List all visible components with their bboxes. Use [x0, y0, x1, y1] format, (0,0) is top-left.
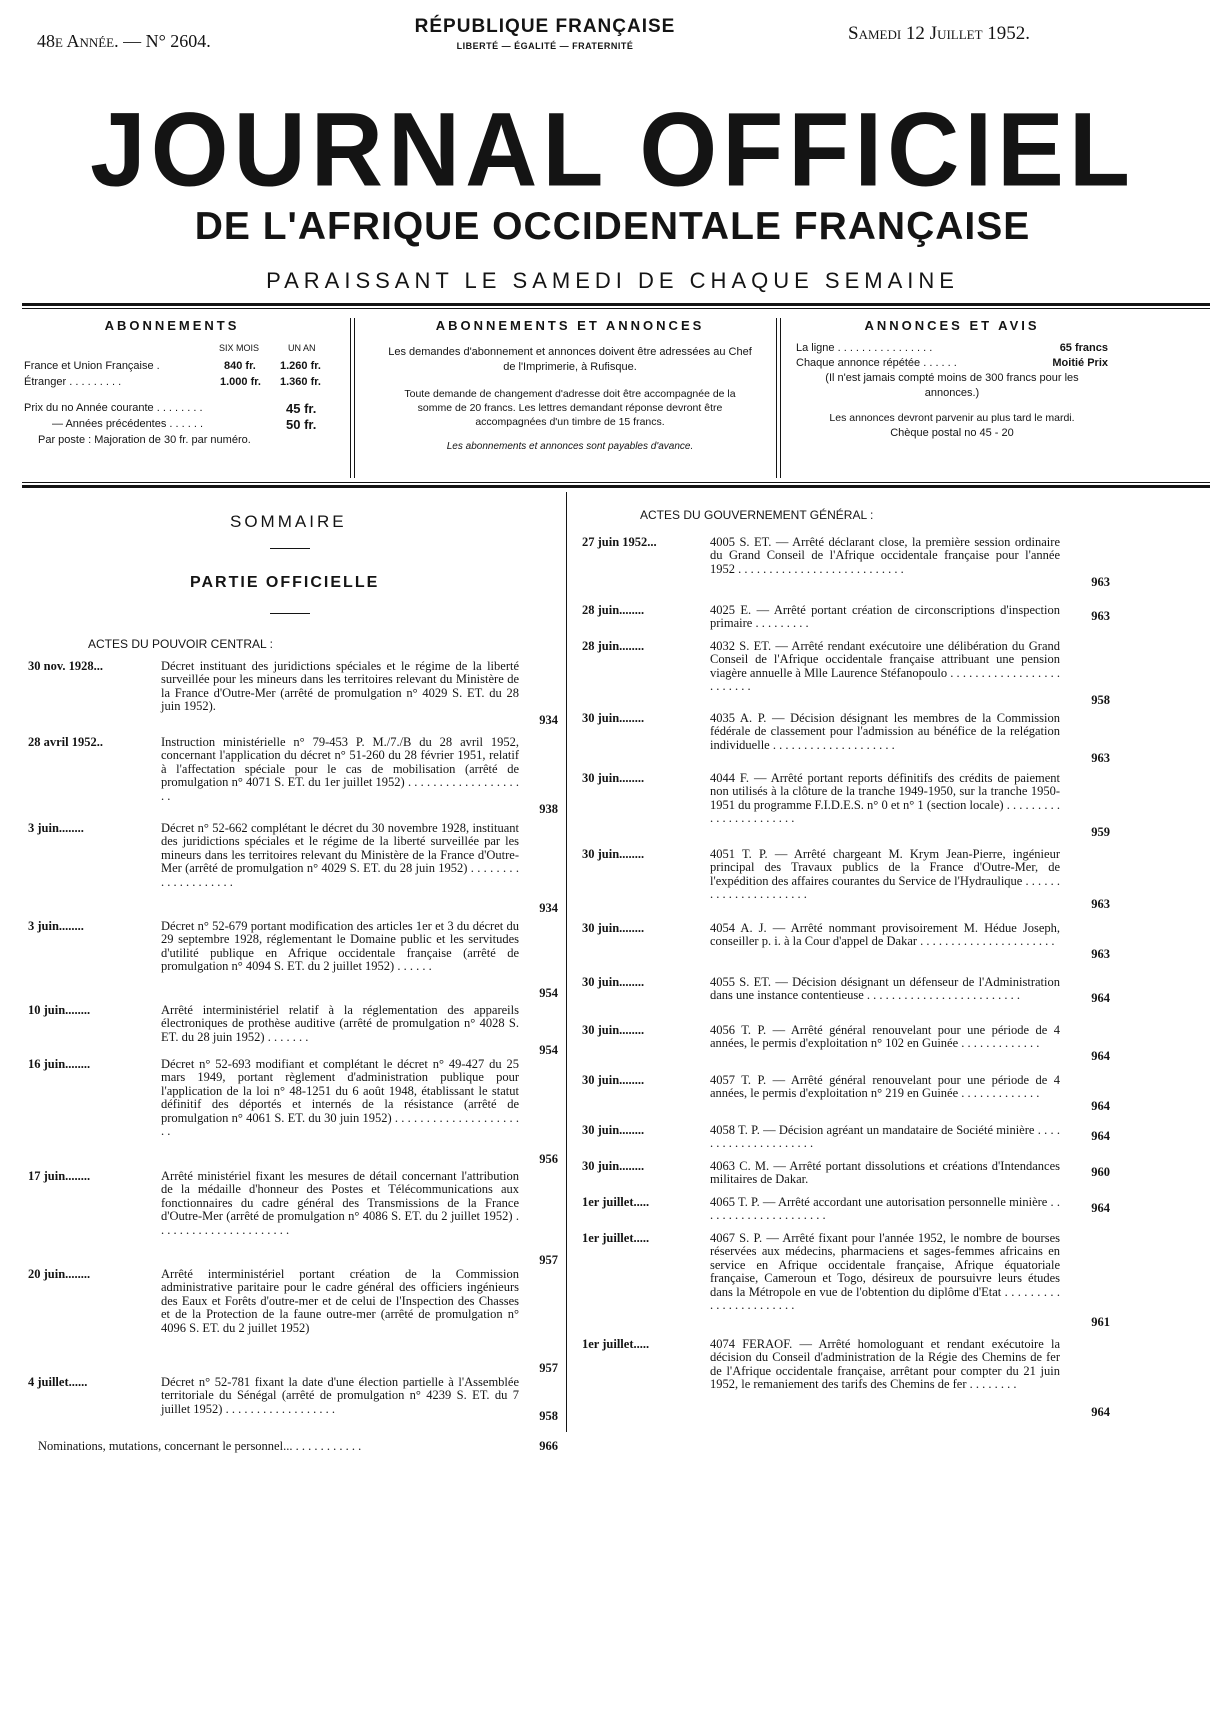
- box-rule-thick: [22, 485, 1210, 488]
- masthead-rule-thin: [22, 308, 1210, 309]
- summary-title: SOMMAIRE: [230, 512, 347, 531]
- col-one-year: UN AN: [288, 343, 316, 353]
- republic-motto: LIBERTÉ — ÉGALITÉ — FRATERNITÉ: [456, 41, 634, 51]
- box-divider: [776, 318, 777, 478]
- issue-date: Samedi 12 Juillet 1952.: [848, 23, 1031, 44]
- republic-heading: [380, 16, 710, 51]
- issue-number: 48e Année. — N° 2604.: [37, 31, 211, 51]
- box-rule: [22, 482, 1210, 483]
- post-note: Par poste : Majoration de 30 fr. par numéro.: [38, 434, 251, 446]
- price-current-row: Prix du no Année courante . . . . . . . . 45 fr.: [24, 401, 317, 416]
- subscriptions-announcements-title: ABONNEMENTS ET ANNONCES: [435, 318, 705, 333]
- part-title: PARTIE OFFICIELLE: [190, 574, 380, 591]
- box-divider: [354, 318, 355, 478]
- central-acts-heading: ACTES DU POUVOIR CENTRAL :: [88, 637, 273, 651]
- subscriptions-announcements-box: ABONNEMENTS ET ANNONCES Les demandes d'abonnement et annonces doivent être adressées au Chef de l'Imprimerie, à Rufisque. Toute demande de changement d'adresse doit être accompagnée de la somme de 20 francs. Les lettres demandant réponse devront être accompagnées d'un timbre de 15 francs. Les abonnements et annonces sont payables d'avance.: [370, 318, 770, 454]
- announcements-title: ANNONCES ET AVIS: [864, 318, 1040, 333]
- separator: [270, 548, 310, 549]
- announcements-box: ANNONCES ET AVIS La ligne . . . . . . . . . . . . . . . . 65 francs Chaque annonce répétée . . . . . . Moitié Prix (Il n'est jamais compté moins de 300 francs pour les annonces.) Les annonces devront parvenir au plus tard le mardi. Chèque postal no 45 - 20: [796, 318, 1108, 439]
- box-divider: [780, 318, 781, 478]
- journal-subtitle: DE L'AFRIQUE OCCIDENTALE FRANÇAISE: [194, 205, 1031, 248]
- column-divider: [566, 492, 567, 1432]
- journal-title: JOURNAL OFFICIEL: [90, 91, 1135, 209]
- col-six-months: SIX MOIS: [219, 343, 260, 353]
- separator: [270, 613, 310, 614]
- subscription-row: France et Union Française . 840 fr. 1.260 fr.: [24, 360, 321, 372]
- subscriptions-box: [24, 318, 340, 448]
- government-acts-heading: ACTES DU GOUVERNEMENT GÉNÉRAL :: [640, 508, 874, 522]
- republic-name: RÉPUBLIQUE FRANÇAISE: [414, 16, 676, 37]
- price-previous-row: — Années précédentes . . . . . . 50 fr.: [52, 417, 317, 432]
- journal-tagline: PARAISSANT LE SAMEDI DE CHAQUE SEMAINE: [266, 268, 959, 293]
- subscriptions-columns: [24, 341, 340, 359]
- box-divider: [350, 318, 351, 478]
- masthead-rule: [22, 303, 1210, 306]
- subscription-row: Étranger . . . . . . . . . 1.000 fr. 1.360 fr.: [24, 376, 321, 388]
- subscriptions-title: ABONNEMENTS: [104, 318, 240, 333]
